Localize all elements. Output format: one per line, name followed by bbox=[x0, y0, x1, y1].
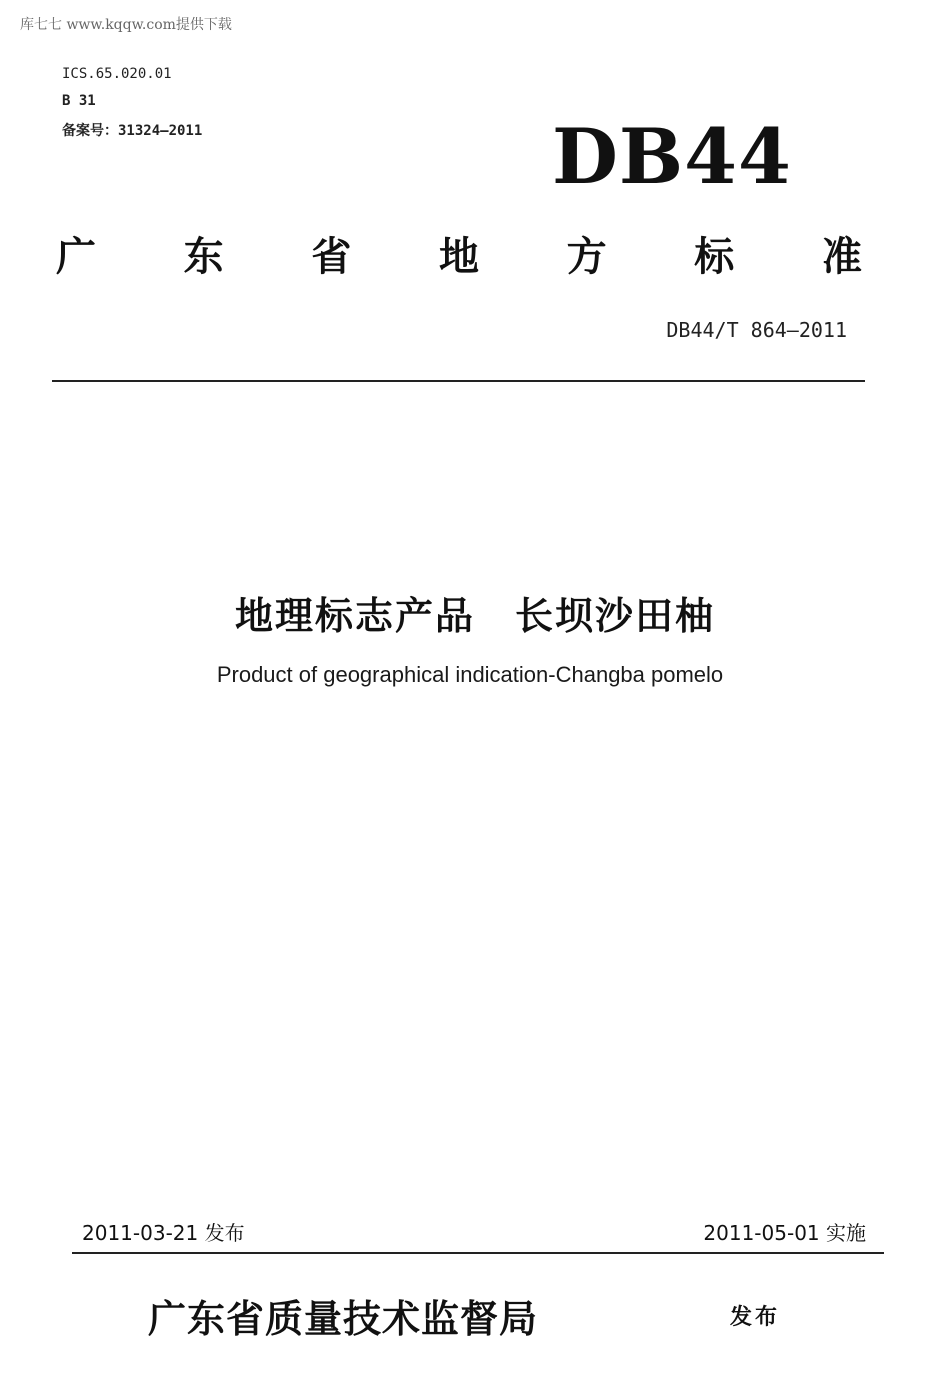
standard-type-char: 广 bbox=[56, 234, 96, 280]
ccs-code: B 31 bbox=[62, 93, 96, 109]
top-divider bbox=[52, 380, 865, 382]
standard-type-char: 标 bbox=[694, 234, 735, 280]
issuing-authority: 广东省质量技术监督局 bbox=[148, 1296, 539, 1341]
issuing-suffix: 发布 bbox=[730, 1305, 781, 1330]
chinese-title-part1: 地理标志产品 bbox=[234, 594, 475, 638]
record-number: 备案号：31324—2011 bbox=[62, 123, 203, 139]
watermark-text: 库七七 www.kqqw.com提供下载 bbox=[20, 17, 232, 33]
bottom-divider bbox=[72, 1252, 884, 1254]
chinese-title-part2: 长坝沙田柚 bbox=[515, 594, 716, 638]
chinese-title bbox=[0, 585, 950, 640]
standard-type-char: 东 bbox=[183, 234, 224, 280]
standard-type-char: 省 bbox=[311, 234, 352, 280]
standard-type-char: 地 bbox=[438, 234, 479, 280]
standard-number: DB44/T 864—2011 bbox=[666, 318, 847, 342]
standard-type-char: 准 bbox=[821, 234, 862, 280]
implementation-date: 2011-05-01 实施 bbox=[703, 1221, 866, 1245]
issue-date: 2011-03-21 发布 bbox=[82, 1221, 245, 1245]
db44-code-mark: DB44 bbox=[552, 112, 792, 201]
standard-type-char: 方 bbox=[566, 234, 607, 280]
standard-type-heading bbox=[54, 225, 864, 282]
english-title: Product of geographical indication-Changba pomelo bbox=[216, 662, 724, 687]
ics-code: ICS.65.020.01 bbox=[62, 66, 172, 82]
